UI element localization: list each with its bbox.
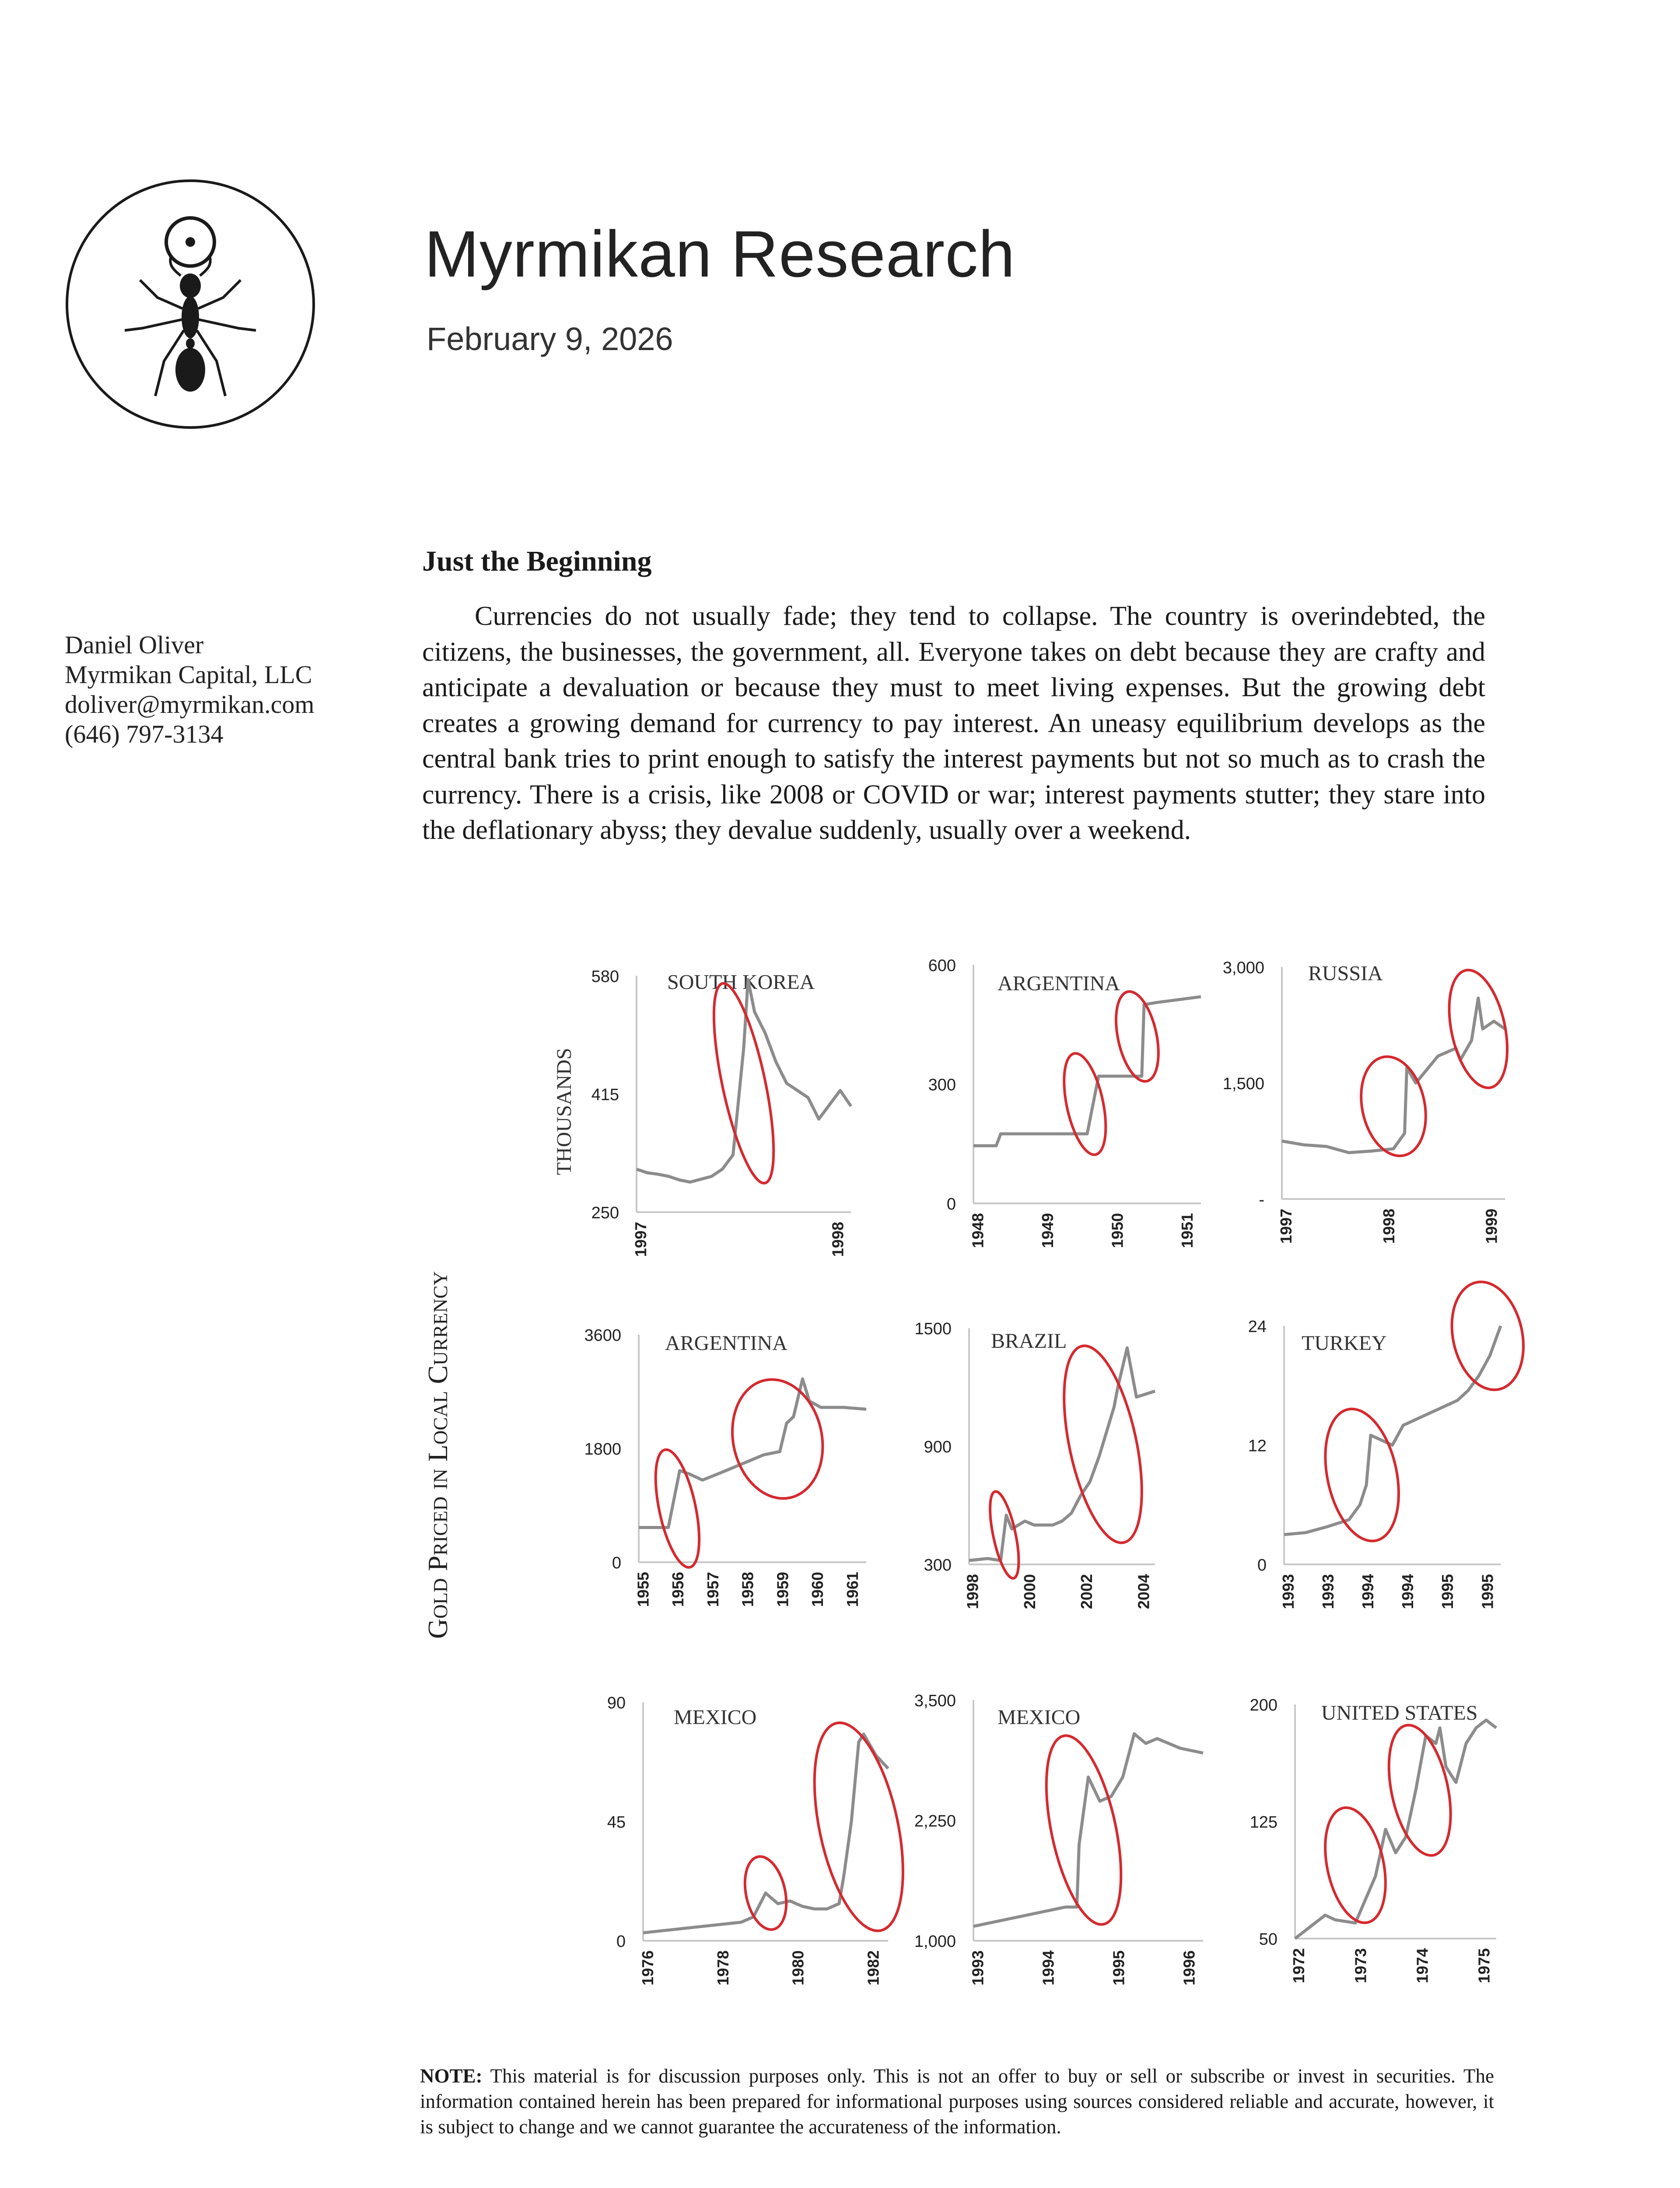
x-tick-label: 1994 <box>1039 1950 1057 1986</box>
chart-title: MEXICO <box>674 1706 757 1729</box>
disclaimer-note <box>420 2063 1494 2139</box>
y-tick-label: 0 <box>612 1554 621 1572</box>
chart-title: SOUTH KOREA <box>667 971 815 994</box>
chart-title: RUSSIA <box>1308 962 1383 985</box>
y-tick-label: 1,000 <box>914 1932 956 1951</box>
x-tick-label: 1982 <box>864 1950 882 1986</box>
x-tick-label: 1956 <box>669 1572 687 1607</box>
x-tick-label: 1994 <box>1359 1574 1377 1609</box>
y-tick-label: 200 <box>1250 1696 1278 1715</box>
y-tick-label: 45 <box>607 1813 626 1832</box>
contact-email[interactable]: doliver@myrmikan.com <box>65 690 315 719</box>
highlight-ellipse <box>1439 965 1517 1093</box>
article-body: Currencies do not usually fade; they tend to collapse. The country is overindebted, the citizens, the businesses, the government, all. Everyone takes on debt because they are crafty and anticipate a devaluation or because they must to meet living expenses. But the growing debt creates a growing demand for currency to pay interest. An uneasy equilibrium develops as the central bank tries to print enough to satisfy the interest payments but not so much as to crash the currency. There is a crisis, like 2008 or COVID or war; interest payments stutter; they stare into the deflationary abyss; they devalue suddenly, usually over a weekend. <box>422 601 1485 845</box>
y-tick-label: 900 <box>924 1438 952 1456</box>
x-tick-label: 1993 <box>1319 1574 1337 1609</box>
y-tick-label: 300 <box>928 1076 956 1094</box>
article-title: Just the Beginning <box>422 545 652 577</box>
series-line <box>643 1734 888 1933</box>
contact-company: Myrmikan Capital, LLC <box>65 660 312 689</box>
y-tick-label: 125 <box>1250 1813 1278 1832</box>
x-tick-label: 1955 <box>634 1572 652 1607</box>
y-tick-label: 3,500 <box>914 1692 956 1710</box>
x-tick-label: 1998 <box>963 1574 982 1609</box>
chart-2 <box>928 957 1201 1248</box>
x-tick-label: 1995 <box>1478 1574 1497 1609</box>
chart-3 <box>1223 959 1517 1244</box>
x-tick-label: 2004 <box>1134 1574 1153 1609</box>
x-tick-label: 1993 <box>969 1950 987 1986</box>
series-line <box>1295 1720 1496 1939</box>
y-tick-label: - <box>1259 1191 1264 1209</box>
x-tick-label: 1994 <box>1399 1574 1417 1609</box>
chart-title: TURKEY <box>1302 1332 1387 1355</box>
y-tick-label: 0 <box>1257 1556 1267 1574</box>
y-tick-label: 600 <box>928 957 956 975</box>
y-tick-label: 0 <box>946 1195 956 1213</box>
y-tick-label: 1800 <box>584 1440 621 1459</box>
y-tick-label: 90 <box>607 1694 626 1712</box>
note-label: NOTE: <box>420 2065 483 2087</box>
y-tick-label: 1,500 <box>1222 1075 1264 1093</box>
x-tick-label: 1960 <box>808 1572 827 1607</box>
x-tick-label: 1957 <box>704 1572 722 1607</box>
y-tick-label: 24 <box>1248 1318 1267 1336</box>
x-tick-label: 1973 <box>1351 1948 1370 1984</box>
y-tick-label: 2,250 <box>914 1812 956 1830</box>
x-tick-label: 1974 <box>1413 1948 1432 1984</box>
brand-title: Myrmikan Research <box>424 217 1015 291</box>
x-tick-label: 2000 <box>1020 1574 1039 1609</box>
x-tick-label: 1972 <box>1290 1948 1308 1984</box>
figure-y-title: Gold Priced in Local Currency <box>422 1271 453 1639</box>
y-tick-label: 415 <box>591 1086 619 1104</box>
x-tick-label: 1948 <box>969 1213 987 1248</box>
x-tick-label: 1951 <box>1178 1213 1196 1248</box>
series-line <box>973 997 1201 1146</box>
y-tick-label: 300 <box>924 1556 952 1574</box>
chart-title: MEXICO <box>998 1706 1081 1729</box>
y-tick-label: 3600 <box>584 1326 621 1345</box>
y-tick-label: 12 <box>1248 1437 1267 1455</box>
x-tick-label: 1950 <box>1108 1213 1127 1248</box>
highlight-ellipse <box>1057 1050 1113 1158</box>
chart-7 <box>607 1694 919 1985</box>
contact-phone: (646) 797-3134 <box>65 720 224 748</box>
x-tick-label: 2002 <box>1078 1574 1096 1609</box>
y-axis-label: THOUSANDS <box>553 1048 576 1175</box>
chart-1 <box>553 968 851 1257</box>
x-tick-label: 1978 <box>714 1950 732 1986</box>
series-line <box>1284 1326 1501 1535</box>
y-tick-label: 250 <box>591 1204 619 1222</box>
highlight-ellipse <box>702 979 786 1188</box>
publication-date: February 9, 2026 <box>427 321 673 357</box>
x-tick-label: 1997 <box>631 1222 650 1257</box>
series-line <box>1282 998 1505 1153</box>
x-tick-label: 1976 <box>639 1950 657 1986</box>
y-tick-label: 1500 <box>914 1320 952 1338</box>
y-tick-label: 580 <box>591 968 619 986</box>
highlight-ellipse <box>1032 1729 1135 1931</box>
x-tick-label: 1995 <box>1110 1950 1128 1986</box>
highlight-ellipse <box>1316 1802 1395 1928</box>
highlight-ellipse <box>721 1371 833 1507</box>
x-tick-label: 1998 <box>1379 1209 1398 1244</box>
chart-title: ARGENTINA <box>665 1332 788 1355</box>
x-tick-label: 1996 <box>1180 1950 1198 1986</box>
y-tick-label: 50 <box>1259 1930 1278 1949</box>
x-tick-label: 1997 <box>1277 1209 1295 1244</box>
highlight-ellipse <box>1352 1051 1434 1162</box>
note-text: This material is for discussion purposes only. This is not an offer to buy or sell or subscribe or invest in securities. The information contained herein has been prepared for informational purposes using sources considered reliable and accurate, however, it is subject to change and we cannot guarantee the accurateness of the information. <box>420 2065 1494 2138</box>
x-tick-label: 1958 <box>738 1572 757 1607</box>
chart-5 <box>914 1320 1156 1609</box>
contact-name: Daniel Oliver <box>65 631 204 659</box>
chart-4 <box>584 1326 866 1607</box>
x-tick-label: 1949 <box>1038 1213 1057 1248</box>
series-line <box>973 1734 1203 1926</box>
chart-8 <box>914 1692 1203 1985</box>
series-line <box>969 1348 1155 1560</box>
y-tick-label: 0 <box>616 1932 626 1951</box>
chart-title: BRAZIL <box>991 1329 1067 1353</box>
x-tick-label: 1980 <box>789 1950 807 1986</box>
highlight-ellipse <box>647 1446 707 1571</box>
x-tick-label: 1999 <box>1482 1209 1501 1244</box>
x-tick-label: 1961 <box>843 1572 861 1607</box>
y-tick-label: 3,000 <box>1222 959 1264 977</box>
chart-title: ARGENTINA <box>998 972 1120 995</box>
x-tick-label: 1959 <box>774 1572 792 1607</box>
x-tick-label: 1993 <box>1279 1574 1297 1609</box>
x-tick-label: 1975 <box>1475 1948 1493 1984</box>
chart-6 <box>1248 1275 1533 1609</box>
chart-9 <box>1250 1696 1496 1983</box>
chart-title: UNITED STATES <box>1321 1701 1478 1725</box>
x-tick-label: 1995 <box>1438 1574 1457 1609</box>
highlight-ellipse <box>1442 1275 1533 1396</box>
x-tick-label: 1998 <box>829 1222 847 1257</box>
